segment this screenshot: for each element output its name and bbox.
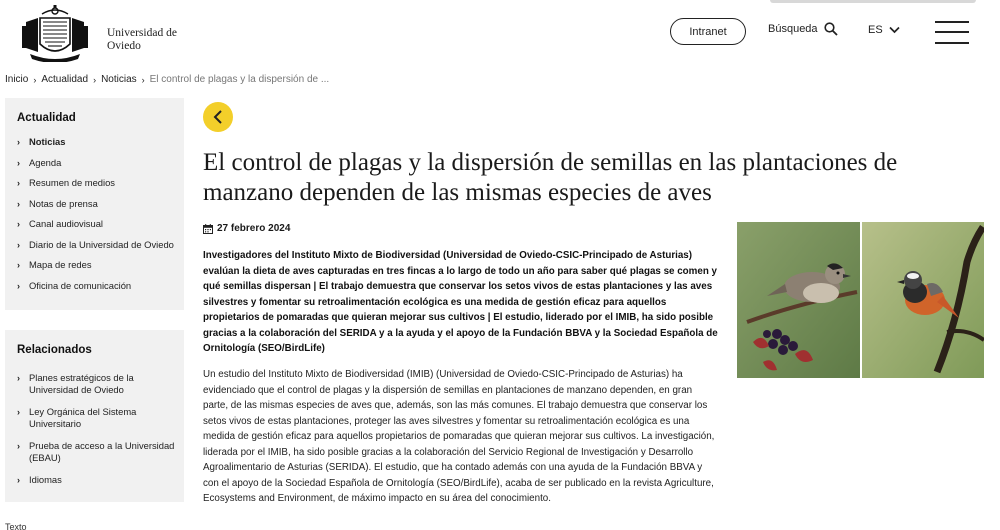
sidebar-item-label: Agenda <box>29 156 62 168</box>
chevron-down-icon <box>889 26 900 34</box>
sidebar-relacionados-list <box>5 356 184 486</box>
search-button[interactable] <box>768 22 838 36</box>
top-strip <box>770 0 976 3</box>
breadcrumb-current: El control de plagas y la dispersión de ... <box>149 74 330 85</box>
intranet-button[interactable]: Intranet <box>670 18 746 45</box>
chevron-right-icon: › <box>17 280 20 291</box>
chevron-right-icon: › <box>17 407 20 417</box>
search-icon <box>824 22 838 36</box>
article-lead: Investigadores del Instituto Mixto de Biodiversidad (Universidad de Oviedo-CSIC-Principado de Asturias) evalúan la dieta de aves capturadas en tres fincas a lo largo de todo un año para saber qué plagas se comen y qué semillas dispersan | El trabajo demuestra que conservar los setos vivos de estas plantaciones y las aves silvestres y fomentar su retroalimentación ecológica es una medida de gestión eficaz para aquellos propietarios de pomaradas que quieran mejorar sus cultivos | El estudio, liderado por el IMIB, ha sido posible gracias a la colaboración del SERIDA y a la ayuda y el apoyo de la Fundación BBVA y la Sociedad Española de Ornitología (SEO/BirdLife) <box>203 250 718 354</box>
sidebar-item-label: Ley Orgánica del Sistema Universitario <box>29 406 137 429</box>
sidebar-item-label: Oficina de comunicación <box>29 279 132 291</box>
sidebar-item-label: Prueba de acceso a la Universidad (EBAU) <box>29 440 175 463</box>
chevron-right-icon: › <box>17 373 20 383</box>
article-date <box>203 223 290 234</box>
sidebar-item-idiomas[interactable] <box>17 474 176 486</box>
article-photo-birds <box>737 222 984 378</box>
language-selector[interactable] <box>868 24 900 36</box>
chevron-left-icon <box>212 109 224 125</box>
chevron-right-icon: › <box>17 475 20 485</box>
back-button[interactable] <box>203 102 233 132</box>
sidebar-actualidad-title: Actualidad <box>17 112 76 124</box>
article-body: Un estudio del Instituto Mixto de Biodiversidad (IMIB) (Universidad de Oviedo-CSIC-Principado de Asturias) ha evidenciado que el control de plagas y la dispersión de semillas en plantaciones de manzano dependen, en gran parte, de las mismas especies de aves que, además, son las más comunes. El trabajo demuestra que conservar los setos vivos de estas plantaciones, proteger las aves silvestres y fomentar su retroalimentación ecológica es una medida de gestión eficaz para aquellos propietarios de pomaradas que quieran mejorar sus cultivos. La investigación, liderada por el IMIB, ha sido posible gracias a la colaboración del Servicio Regional de Investigación y Desarrollo Agroalimentario de Asturias (SERIDA). El estudio, que ha contado además con una ayuda de la Fundación BBVA y con el apoyo de la Sociedad Española de Ornitología (SEO/BirdLife), acaba de ser publicado en la revista Agriculture, Ecosystems and Environment, de máximo impacto en su área del conocimiento. <box>203 369 715 504</box>
sidebar-item-label: Idiomas <box>29 474 62 485</box>
breadcrumb-item-inicio[interactable]: Inicio <box>5 74 29 85</box>
sidebar-item-notas-prensa[interactable] <box>17 198 176 210</box>
sidebar-item-planes[interactable] <box>17 372 176 396</box>
article-title: El control de plagas y la dispersión de semillas en las plantaciones de manzano dependen de las mismas especies de aves <box>203 149 898 206</box>
sidebar-item-label: Planes estratégicos de la Universidad de Oviedo <box>29 372 134 395</box>
sidebar-actualidad <box>5 98 184 310</box>
chevron-right-icon: › <box>17 198 20 209</box>
breadcrumb-item-actualidad[interactable]: Actualidad <box>41 74 89 85</box>
sidebar-item-mapa-redes[interactable] <box>17 259 176 271</box>
chevron-right-icon: › <box>17 178 20 188</box>
sidebar-relacionados <box>5 330 184 502</box>
chevron-right-icon: › <box>17 260 20 270</box>
sidebar-item-label: Notas de prensa <box>29 197 98 209</box>
sidebar-item-resumen-medios[interactable] <box>17 177 176 189</box>
university-crest-logo[interactable] <box>12 4 98 62</box>
sidebar-item-agenda[interactable] <box>17 157 176 169</box>
sidebar-item-label: Canal audiovisual <box>29 218 104 229</box>
hamburger-menu-icon[interactable] <box>935 17 969 47</box>
chevron-right-icon: › <box>17 239 20 250</box>
sidebar-item-ley-organica[interactable] <box>17 406 176 430</box>
sidebar-item-label: Noticias <box>29 136 66 147</box>
sidebar-actualidad-list <box>5 124 184 292</box>
chevron-right-icon: › <box>17 219 20 229</box>
chevron-right-icon: › <box>17 157 20 168</box>
university-name-line2: Oviedo <box>107 40 141 52</box>
breadcrumb <box>5 74 329 85</box>
sidebar-item-oficina[interactable] <box>17 280 176 292</box>
chevron-right-icon: › <box>17 441 20 451</box>
sidebar-item-canal-audiovisual[interactable] <box>17 218 176 230</box>
chevron-right-icon: › <box>93 74 97 85</box>
sidebar-item-diario[interactable] <box>17 239 176 251</box>
university-name[interactable] <box>107 27 177 53</box>
texto-label: Texto <box>5 522 27 530</box>
site-header <box>0 0 1000 68</box>
sidebar-item-ebau[interactable] <box>17 440 176 464</box>
sidebar-item-label: Diario de la Universidad de Oviedo <box>29 238 174 250</box>
search-label: Búsqueda <box>768 23 818 35</box>
sidebar-relacionados-title: Relacionados <box>17 344 92 356</box>
chevron-right-icon: › <box>141 74 145 85</box>
calendar-icon <box>203 224 213 234</box>
breadcrumb-item-noticias[interactable]: Noticias <box>101 74 137 85</box>
article-date-text: 27 febrero 2024 <box>217 223 291 234</box>
language-label: ES <box>868 24 883 36</box>
chevron-right-icon: › <box>33 74 37 85</box>
sidebar-item-label: Resumen de medios <box>29 177 115 188</box>
sidebar-item-noticias[interactable] <box>17 136 176 148</box>
sidebar-item-label: Mapa de redes <box>29 259 92 270</box>
chevron-right-icon: › <box>17 137 20 147</box>
university-name-line1: Universidad de <box>107 27 177 39</box>
